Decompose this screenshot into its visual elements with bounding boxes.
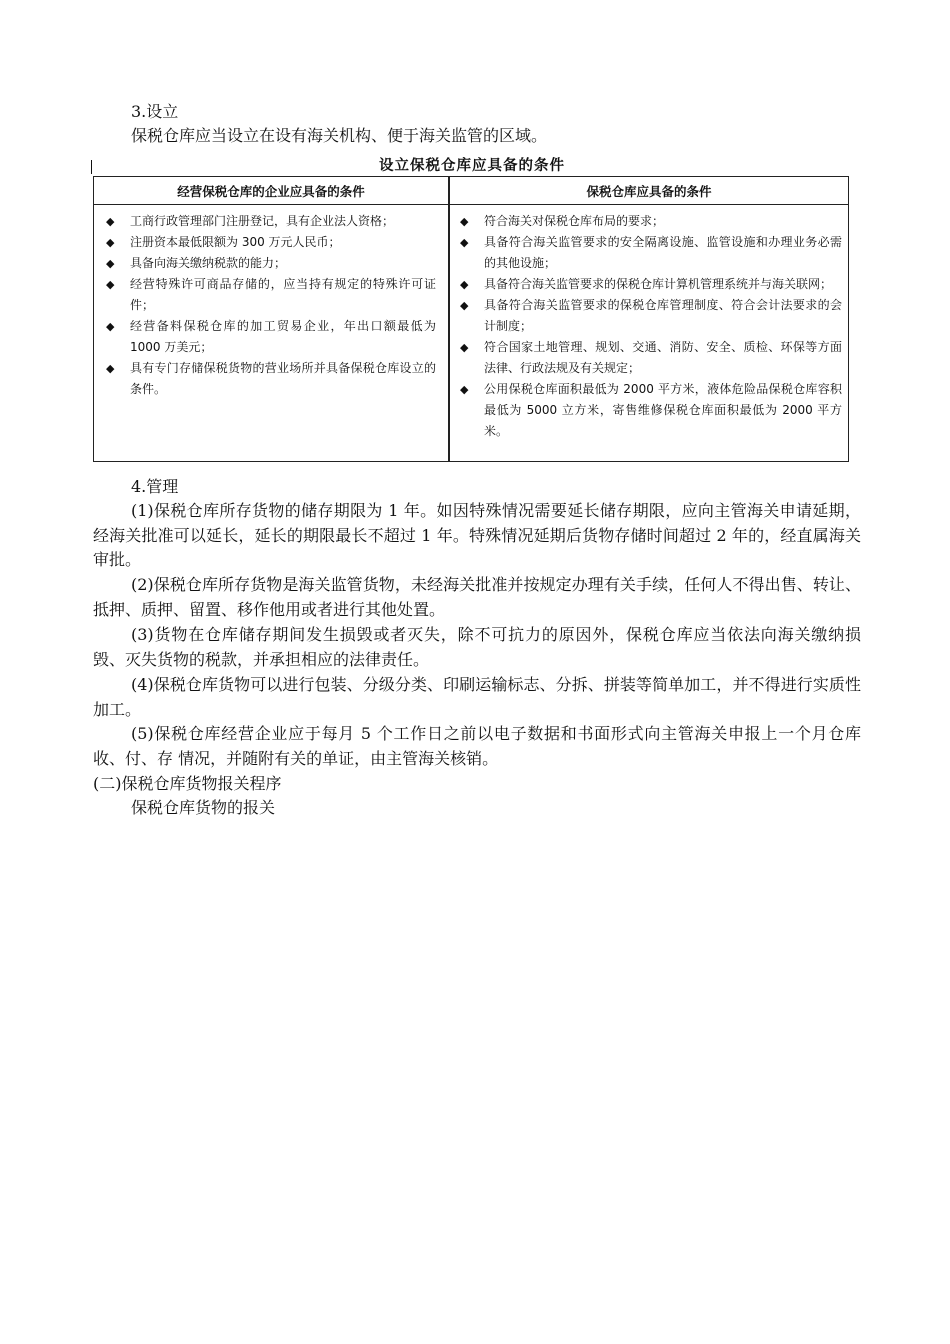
section-3-heading: 3.设立 <box>131 102 179 121</box>
table-header-row <box>94 177 848 205</box>
list-item-text: 符合国家土地管理、规划、交通、消防、安全、质检、环保等方面法律、行政法规及有关规定； <box>484 340 842 375</box>
list-item <box>96 316 436 358</box>
management-paragraph-4: (4)保税仓库货物可以进行包装、分级分类、印刷运输标志、分拆、拼装等简单加工，并不得进行实质性加工。 <box>93 675 861 719</box>
right-column-header: 保税仓库应具备的条件 <box>586 184 712 199</box>
list-item <box>450 379 842 442</box>
table-title: 设立保税仓库应具备的条件 <box>379 158 565 174</box>
list-item-text: 具备向海关缴纳税款的能力； <box>130 256 287 270</box>
right-column-items <box>450 211 842 442</box>
section-4-heading: 4.管理 <box>131 477 179 496</box>
list-item-text: 具备符合海关监管要求的保税仓库管理制度、符合会计法要求的会计制度； <box>484 298 842 333</box>
diamond-bullet-icon: ◆ <box>460 278 469 291</box>
left-column-items <box>96 211 436 400</box>
diamond-bullet-icon: ◆ <box>460 383 469 396</box>
list-item-text: 注册资本最低限额为 300 万元人民币； <box>130 235 341 249</box>
section-b-intro: 保税仓库货物的报关 <box>131 798 276 817</box>
list-item-text: 具备符合海关监管要求的安全隔离设施、监管设施和办理业务必需的其他设施； <box>484 235 842 270</box>
management-paragraph-5: (5)保税仓库经营企业应于每月 5 个工作日之前以电子数据和书面形式向主管海关申报上一个月仓库收、付、存 情况，并随附有关的单证，由主管海关核销。 <box>93 724 861 768</box>
list-item <box>450 295 842 337</box>
table-margin-mark <box>91 160 92 174</box>
list-item <box>450 274 842 295</box>
list-item-text: 公用保税仓库面积最低为 2000 平方米，液体危险品保税仓库容积最低为 5000 立方米，寄售维修保税仓库面积最低为 2000 平方米。 <box>484 382 842 438</box>
management-paragraph-1: (1)保税仓库所存货物的储存期限为 1 年。如因特殊情况需要延长储存期限，应向主管海关申请延期，经海关批准可以延长，延长的期限最长不超过 1 年。特殊情况延期后货物存储时间超过 2 年的，经直属海关审批。 <box>93 501 861 569</box>
management-paragraph-2: (2)保税仓库所存货物是海关监管货物，未经海关批准并按规定办理有关手续，任何人不得出售、转让、抵押、质押、留置、移作他用或者进行其他处置。 <box>93 575 861 619</box>
list-item <box>96 274 436 316</box>
list-item-text: 经营特殊许可商品存储的，应当持有规定的特殊许可证件； <box>130 277 436 312</box>
diamond-bullet-icon: ◆ <box>460 341 469 354</box>
list-item <box>96 253 436 274</box>
diamond-bullet-icon: ◆ <box>106 278 115 291</box>
list-item <box>450 337 842 379</box>
diamond-bullet-icon: ◆ <box>106 236 115 249</box>
left-column-header: 经营保税仓库的企业应具备的条件 <box>177 184 365 199</box>
diamond-bullet-icon: ◆ <box>106 215 115 228</box>
diamond-bullet-icon: ◆ <box>460 215 469 228</box>
section-b-heading: (二)保税仓库货物报关程序 <box>93 774 282 793</box>
diamond-bullet-icon: ◆ <box>106 320 115 333</box>
list-item <box>450 211 842 232</box>
management-paragraph-3: (3)货物在仓库储存期间发生损毁或者灭失，除不可抗力的原因外，保税仓库应当依法向海关缴纳损 毁、灭失货物的税款，并承担相应的法律责任。 <box>93 625 894 669</box>
diamond-bullet-icon: ◆ <box>460 299 469 312</box>
table-grid <box>93 176 849 462</box>
diamond-bullet-icon: ◆ <box>106 257 115 270</box>
list-item-text: 具有专门存储保税货物的营业场所并具备保税仓库设立的条件。 <box>130 361 436 396</box>
list-item-text: 经营备料保税仓库的加工贸易企业，年出口额最低为 1000 万美元； <box>130 319 436 354</box>
list-item-text: 具备符合海关监管要求的保税仓库计算机管理系统并与海关联网； <box>484 277 833 291</box>
list-item-text: 符合海关对保税仓库布局的要求； <box>484 214 665 228</box>
list-item <box>450 232 842 274</box>
list-item <box>96 358 436 400</box>
diamond-bullet-icon: ◆ <box>460 236 469 249</box>
list-item-text: 工商行政管理部门注册登记，具有企业法人资格； <box>130 214 395 228</box>
list-item <box>96 211 436 232</box>
conditions-table <box>93 152 851 464</box>
list-item <box>96 232 436 253</box>
section-3-intro: 保税仓库应当设立在设有海关机构、便于海关监管的区域。 <box>131 126 548 145</box>
diamond-bullet-icon: ◆ <box>106 362 115 375</box>
